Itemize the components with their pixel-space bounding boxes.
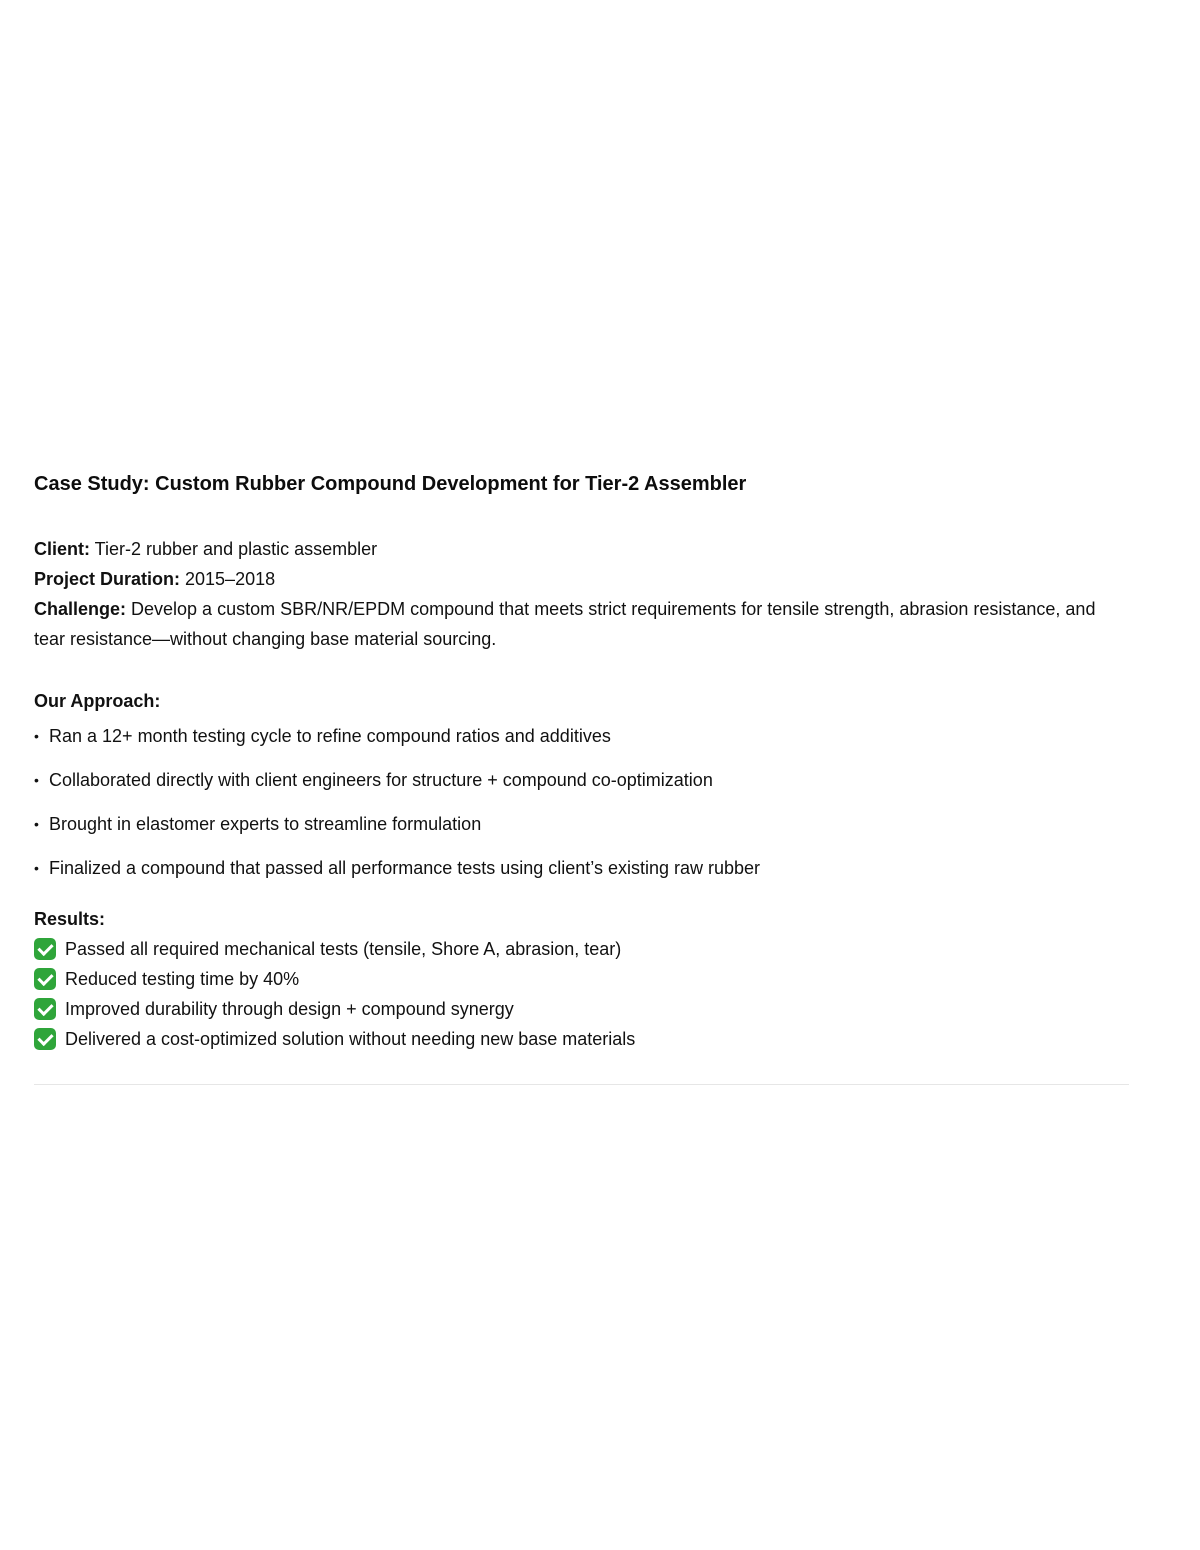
results-section (34, 904, 1129, 1054)
project-duration-label: Project Duration: (34, 569, 181, 589)
project-duration-row (34, 564, 1129, 594)
bullet-icon: • (34, 728, 39, 744)
approach-list (34, 722, 1129, 882)
challenge-value: Develop a custom SBR/NR/EPDM compound that meets strict requirements for tensile strength, abrasion resistance, and tear resistance—without changing base material sourcing. (34, 599, 1096, 649)
list-item (34, 994, 1129, 1024)
check-mark-button-icon (34, 968, 56, 990)
list-item (34, 1024, 1129, 1054)
client-label: Client: (34, 539, 90, 559)
list-item-text: Brought in elastomer experts to streamline formulation (49, 814, 482, 834)
page-title: Case Study: Custom Rubber Compound Development for Tier-2 Assembler (34, 473, 747, 495)
challenge-row (34, 594, 1129, 654)
list-item-text: Finalized a compound that passed all performance tests using client’s existing raw rubber (49, 858, 761, 878)
approach-heading: Our Approach: (34, 691, 161, 711)
list-item (34, 766, 1129, 794)
results-heading: Results: (34, 909, 106, 929)
check-mark-button-icon (34, 998, 56, 1020)
bullet-icon: • (34, 816, 39, 832)
result-text: Passed all required mechanical tests (tensile, Shore A, abrasion, tear) (65, 939, 622, 959)
list-item (34, 964, 1129, 994)
case-study (34, 470, 1129, 1085)
list-item (34, 810, 1129, 838)
list-item-text: Ran a 12+ month testing cycle to refine compound ratios and additives (49, 726, 611, 746)
list-item (34, 854, 1129, 882)
result-text: Improved durability through design + compound synergy (65, 999, 514, 1019)
results-list (34, 934, 1129, 1054)
bullet-icon: • (34, 772, 39, 788)
list-item (34, 934, 1129, 964)
divider (34, 1084, 1129, 1085)
result-text: Delivered a cost-optimized solution without needing new base materials (65, 1029, 636, 1049)
result-text: Reduced testing time by 40% (65, 969, 300, 989)
challenge-label: Challenge: (34, 599, 127, 619)
approach-section (34, 686, 1129, 882)
check-mark-button-icon (34, 1028, 56, 1050)
check-mark-button-icon (34, 938, 56, 960)
client-value: Tier-2 rubber and plastic assembler (90, 539, 378, 559)
list-item-text: Collaborated directly with client engineers for structure + compound co-optimization (49, 770, 713, 790)
list-item (34, 722, 1129, 750)
project-duration-value: 2015–2018 (180, 569, 276, 589)
bullet-icon: • (34, 860, 39, 876)
client-row (34, 534, 1129, 564)
project-details (34, 534, 1129, 654)
